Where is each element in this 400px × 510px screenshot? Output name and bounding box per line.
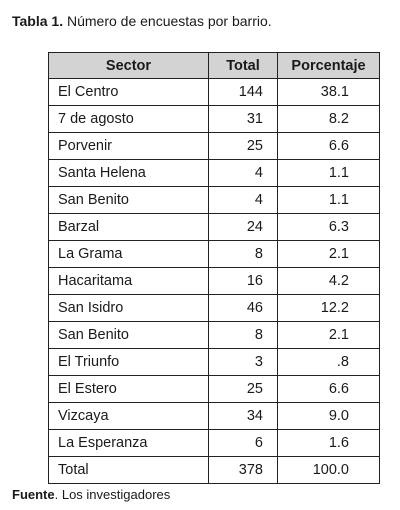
cell-sector: El Triunfo [49,349,209,376]
cell-total: 8 [209,322,278,349]
cell-total: 46 [209,295,278,322]
cell-percentage: 12.2 [278,295,380,322]
cell-total: 34 [209,403,278,430]
cell-total: 3 [209,349,278,376]
cell-sector: El Centro [49,79,209,106]
caption-label: Tabla 1. [12,13,64,29]
cell-total: 6 [209,430,278,457]
cell-sector: San Benito [49,187,209,214]
table-row [49,322,380,349]
cell-percentage: 6.3 [278,214,380,241]
cell-sector: Santa Helena [49,160,209,187]
cell-percentage: 2.1 [278,322,380,349]
column-header-sector: Sector [49,53,209,79]
table-row [49,349,380,376]
cell-sector: La Grama [49,241,209,268]
cell-percentage: 6.6 [278,133,380,160]
table-row [49,241,380,268]
cell-sector: Porvenir [49,133,209,160]
cell-total: 31 [209,106,278,133]
cell-percentage: .8 [278,349,380,376]
cell-percentage: 1.1 [278,160,380,187]
cell-total: 4 [209,160,278,187]
cell-percentage: 38.1 [278,79,380,106]
cell-sector: El Estero [49,376,209,403]
cell-total: 144 [209,79,278,106]
cell-sector: 7 de agosto [49,106,209,133]
table-row [49,430,380,457]
cell-total: 24 [209,214,278,241]
table-row [49,79,380,106]
cell-percentage: 100.0 [278,457,380,484]
table-total-row [49,457,380,484]
cell-sector: San Benito [49,322,209,349]
source-label: Fuente [12,487,55,502]
cell-percentage: 6.6 [278,376,380,403]
table-caption [12,12,272,30]
surveys-table [48,52,380,484]
table-row [49,160,380,187]
cell-sector: Hacaritama [49,268,209,295]
cell-percentage: 8.2 [278,106,380,133]
table-row [49,295,380,322]
column-header-total: Total [209,53,278,79]
column-header-percentage: Porcentaje [278,53,380,79]
cell-percentage: 1.6 [278,430,380,457]
table-row [49,214,380,241]
table-header-row [49,53,380,79]
table-row [49,403,380,430]
cell-percentage: 1.1 [278,187,380,214]
table-row [49,187,380,214]
cell-sector: Total [49,457,209,484]
table-row [49,376,380,403]
cell-sector: La Esperanza [49,430,209,457]
source-text: . Los investigadores [54,487,171,502]
caption-text: Número de encuestas por barrio. [66,13,272,29]
source-note [12,487,170,502]
cell-total: 25 [209,376,278,403]
table-row [49,133,380,160]
cell-total: 16 [209,268,278,295]
cell-total: 8 [209,241,278,268]
cell-percentage: 9.0 [278,403,380,430]
cell-total: 25 [209,133,278,160]
cell-sector: Barzal [49,214,209,241]
table-row [49,268,380,295]
cell-percentage: 2.1 [278,241,380,268]
cell-sector: San Isidro [49,295,209,322]
cell-sector: Vizcaya [49,403,209,430]
cell-total: 378 [209,457,278,484]
cell-percentage: 4.2 [278,268,380,295]
cell-total: 4 [209,187,278,214]
table-row [49,106,380,133]
